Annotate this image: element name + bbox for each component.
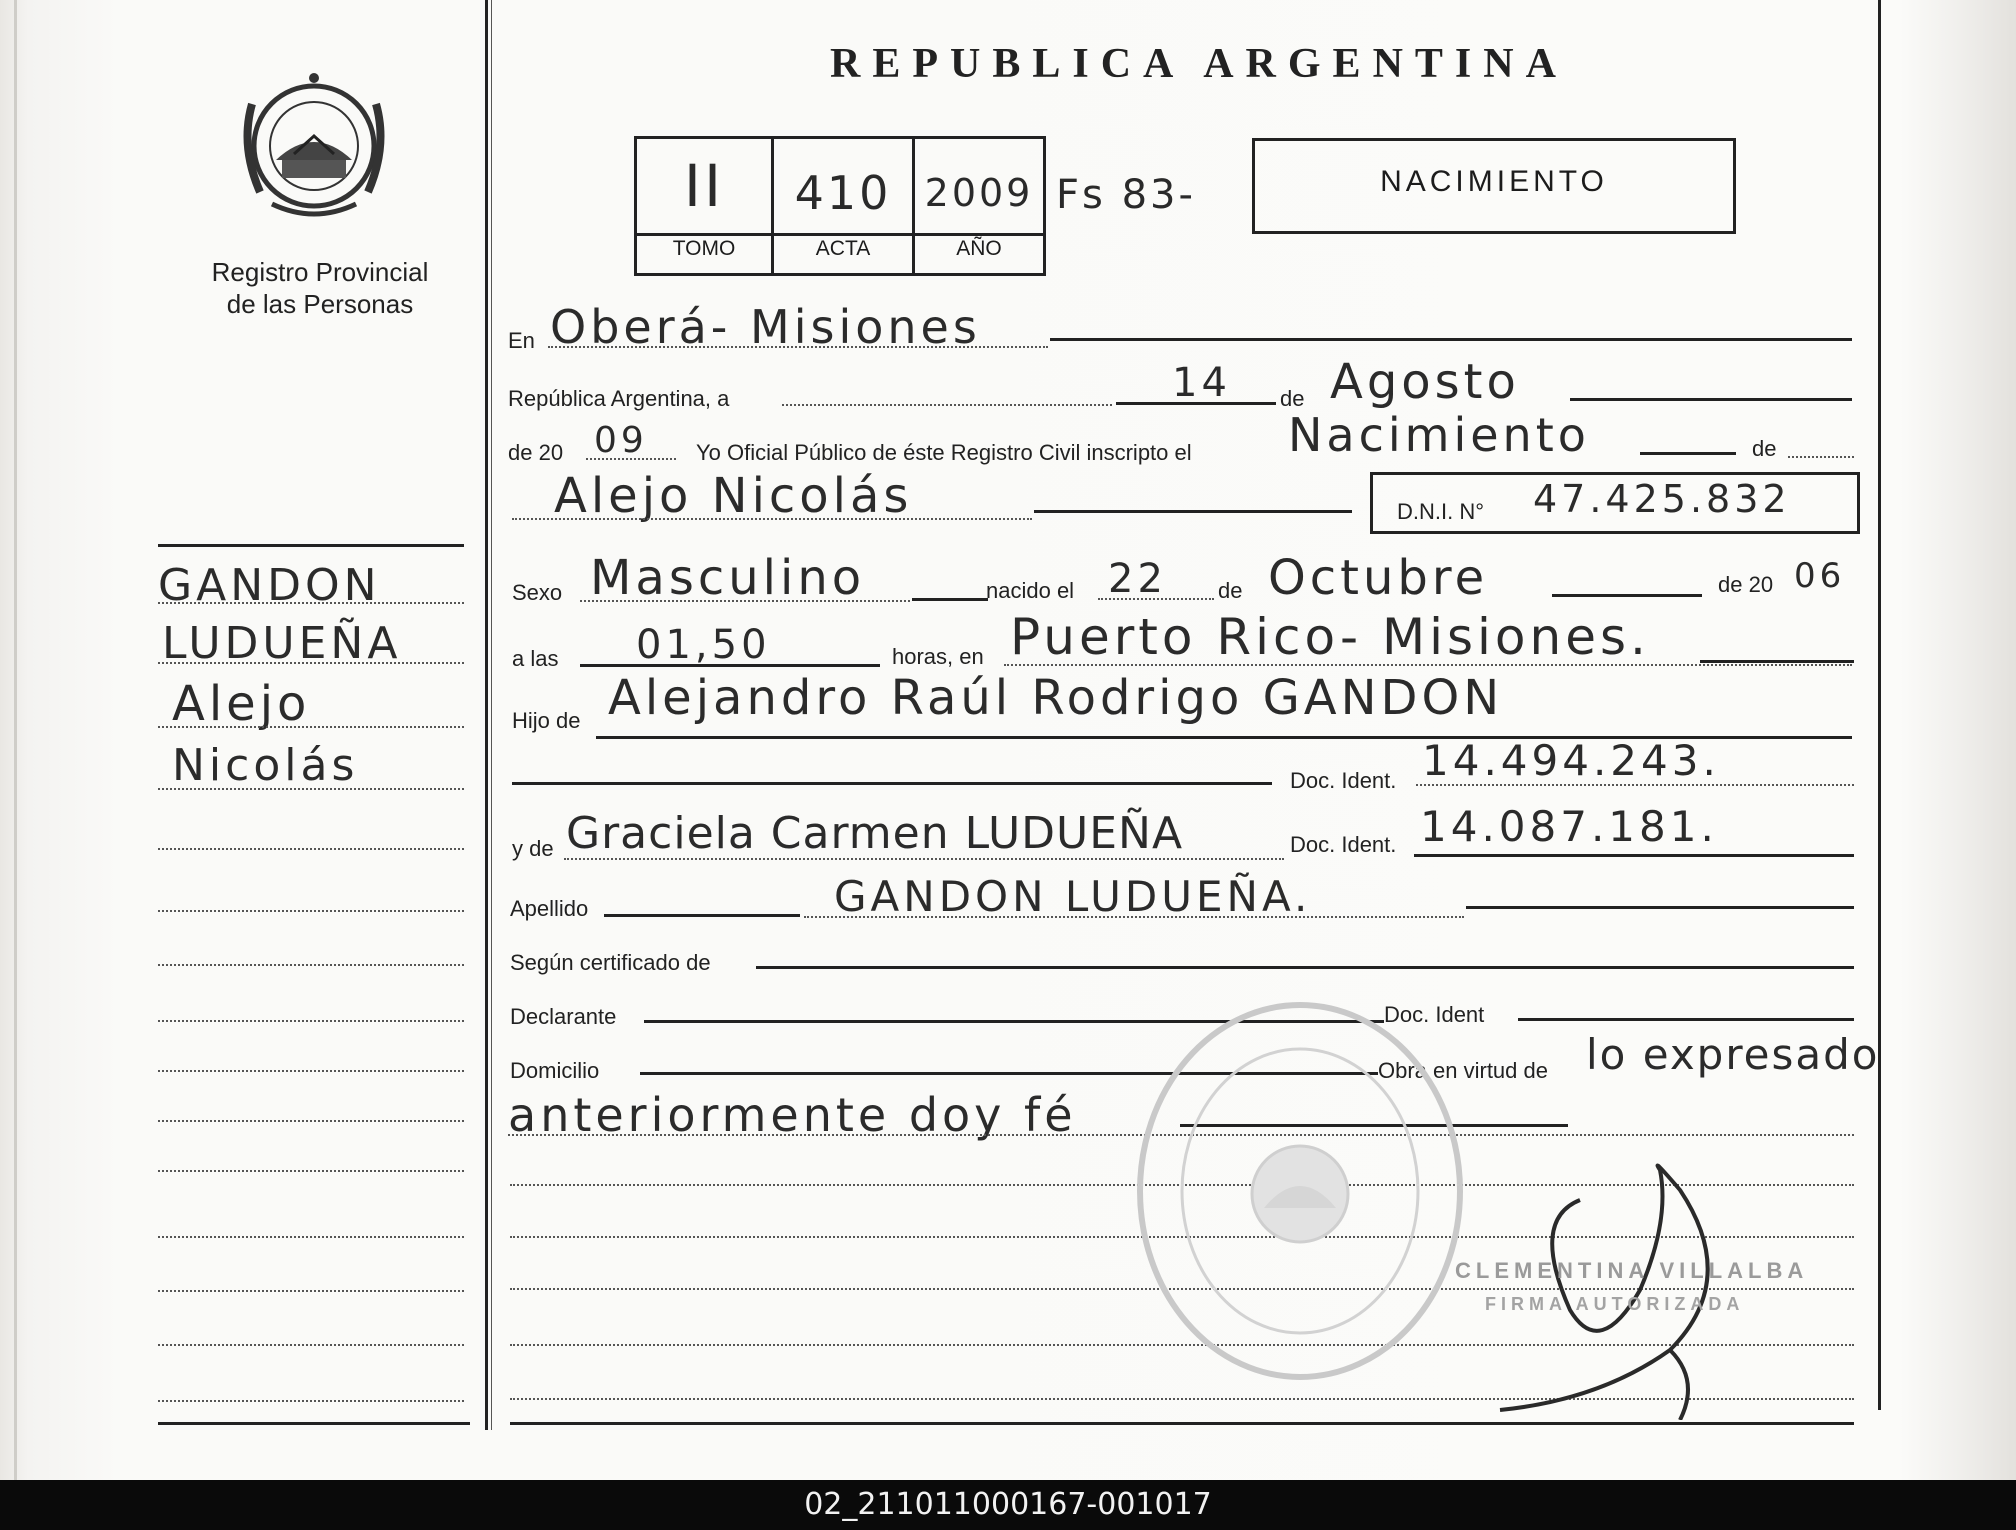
obra-value: lo expresado — [1586, 1030, 1880, 1079]
margin-dotline — [158, 602, 464, 604]
alas-label: a las — [512, 646, 559, 671]
obra-value-continued: anteriormente doy fé — [508, 1088, 1077, 1142]
birth-place-dotline — [1004, 664, 1852, 666]
segun-line — [756, 966, 1854, 969]
day-line — [1116, 402, 1276, 405]
month-line — [1570, 398, 1852, 401]
margin-dotline — [158, 788, 464, 790]
republica-label: República Argentina, a — [508, 386, 730, 411]
doc-ident-label-2: Doc. Ident. — [1290, 832, 1397, 857]
margin-dotline — [158, 662, 464, 664]
sexo-value: Masculino — [590, 550, 866, 606]
sexo-label: Sexo — [512, 580, 563, 605]
apellido-line — [1466, 906, 1854, 909]
oficial-label: Yo Oficial Público de éste Registro Civil inscripto el — [696, 440, 1192, 465]
dni-box — [1370, 472, 1860, 534]
day-value: 14 — [1172, 360, 1231, 406]
mother-dotline — [564, 858, 1284, 860]
de-label-2: de — [1752, 436, 1777, 461]
folio-note: Fs 83- — [1056, 172, 1196, 218]
binding-edge — [14, 0, 17, 1480]
column-divider — [485, 0, 488, 1430]
birth-place-line — [1700, 660, 1854, 663]
declarante-label: Declarante — [510, 1004, 617, 1029]
birth-month-line — [1552, 594, 1702, 597]
dni-label: D.N.I. N° — [1397, 499, 1485, 524]
margin-dotline — [158, 1400, 464, 1402]
year-value: 09 — [594, 420, 648, 461]
right-border — [1878, 0, 1881, 1410]
image-code-bar — [0, 1480, 2016, 1530]
margin-name-4: Nicolás — [172, 740, 359, 791]
yde-label: y de — [512, 836, 554, 861]
province-seal-icon — [232, 64, 396, 228]
apellido-pre-line — [604, 914, 800, 917]
domicilio-label: Domicilio — [510, 1058, 600, 1083]
father-extra-line — [512, 782, 1272, 785]
margin-dotline — [158, 1020, 464, 1022]
birth-month-value: Octubre — [1268, 550, 1489, 606]
apellido-dotline — [804, 916, 1464, 918]
margin-dotline — [158, 1290, 464, 1292]
signatory-name: CLEMENTINA VILLALBA — [1455, 1258, 1809, 1283]
signatory-title: FIRMA AUTORIZADA — [1485, 1294, 1745, 1314]
image-code: 02_211011000167-001017 — [804, 1487, 1212, 1522]
de-label: de — [1280, 386, 1305, 411]
document-title: REPUBLICA ARGENTINA — [830, 41, 1568, 87]
dni-value: 47.425.832 — [1533, 477, 1791, 521]
mother-doc-line — [1414, 854, 1854, 857]
official-stamp-icon — [1130, 994, 1470, 1388]
hour-line — [580, 664, 880, 667]
margin-dotline — [158, 1120, 464, 1122]
doc-ident-label: Doc. Ident. — [1290, 768, 1397, 793]
birth-place-value: Puerto Rico- Misiones. — [1010, 608, 1650, 666]
month-value: Agosto — [1330, 354, 1520, 410]
margin-dotline — [158, 1344, 464, 1346]
year-dotline — [586, 458, 676, 460]
child-name-value: Alejo Nicolás — [554, 468, 913, 524]
margin-top-rule — [158, 544, 464, 547]
obra-label: Obra en virtud de — [1378, 1058, 1548, 1083]
margin-dotline — [158, 1070, 464, 1072]
segun-label: Según certificado de — [510, 950, 711, 975]
margin-dotline — [158, 964, 464, 966]
child-name-line — [1034, 510, 1352, 513]
margin-name-1: GANDON — [158, 560, 381, 611]
margin-dotline — [158, 1236, 464, 1238]
tomo-value: II — [637, 147, 771, 236]
horas-label: horas, en — [892, 644, 984, 669]
hijo-label: Hijo de — [512, 708, 581, 733]
place-dotline — [548, 346, 1048, 348]
sexo-line — [912, 598, 988, 601]
margin-dotline — [158, 726, 464, 728]
tomo-cell — [637, 139, 774, 273]
inscripto-line — [1640, 452, 1736, 455]
margin-bottom-rule — [158, 1422, 470, 1425]
apellido-value: GANDON LUDUEÑA. — [834, 872, 1312, 921]
mother-doc-value: 14.087.181. — [1420, 802, 1718, 851]
anio-label: AÑO — [956, 237, 1002, 260]
record-type: NACIMIENTO — [1380, 165, 1608, 198]
father-doc-value: 14.494.243. — [1422, 736, 1720, 785]
acta-label: ACTA — [815, 237, 871, 260]
anio-cell — [915, 139, 1043, 273]
acta-value: 410 — [774, 147, 912, 236]
margin-dotline — [158, 848, 464, 850]
de20b-label: de 20 — [1718, 572, 1774, 597]
birth-day-dotline — [1098, 598, 1214, 600]
de20-label: de 20 — [508, 440, 564, 465]
sexo-dotline — [580, 600, 910, 602]
apellido-label: Apellido — [510, 896, 589, 921]
margin-dotline — [158, 1170, 464, 1172]
hour-value: 01,50 — [636, 622, 771, 668]
tomo-label: TOMO — [672, 237, 736, 260]
nacido-label: nacido el — [986, 578, 1075, 603]
child-name-dotline — [512, 518, 1032, 520]
declarante-doc-line — [1518, 1018, 1854, 1021]
birth-day-value: 22 — [1108, 556, 1167, 602]
bottom-rule — [510, 1422, 1854, 1425]
father-doc-dotline — [1416, 784, 1854, 786]
place-value: Oberá- Misiones — [550, 300, 981, 354]
margin-name-3: Alejo — [172, 676, 311, 732]
de-dotline — [1788, 456, 1854, 458]
margin-dotline — [158, 910, 464, 912]
day-dotline — [782, 404, 1112, 406]
column-divider-inner — [491, 0, 492, 1430]
registration-box — [634, 136, 1046, 276]
margin-name-2: LUDUEÑA — [162, 618, 402, 669]
anio-value: 2009 — [915, 147, 1043, 236]
registry-name — [160, 256, 480, 320]
signature-icon — [1430, 1160, 1810, 1420]
mother-value: Graciela Carmen LUDUEÑA — [566, 808, 1184, 859]
acta-cell — [774, 139, 915, 273]
birth-year-value: 06 — [1794, 556, 1846, 596]
father-value: Alejandro Raúl Rodrigo GANDON — [608, 670, 1504, 726]
place-line — [1050, 338, 1852, 341]
registry-line-2: de las Personas — [226, 289, 414, 319]
registry-line-1: Registro Provincial — [211, 257, 429, 287]
en-label: En — [508, 328, 535, 353]
inscripto-value: Nacimiento — [1288, 408, 1590, 462]
doc-ident-label-3: Doc. Ident — [1384, 1002, 1485, 1027]
record-type-box — [1252, 138, 1736, 234]
de-label-3: de — [1218, 578, 1243, 603]
